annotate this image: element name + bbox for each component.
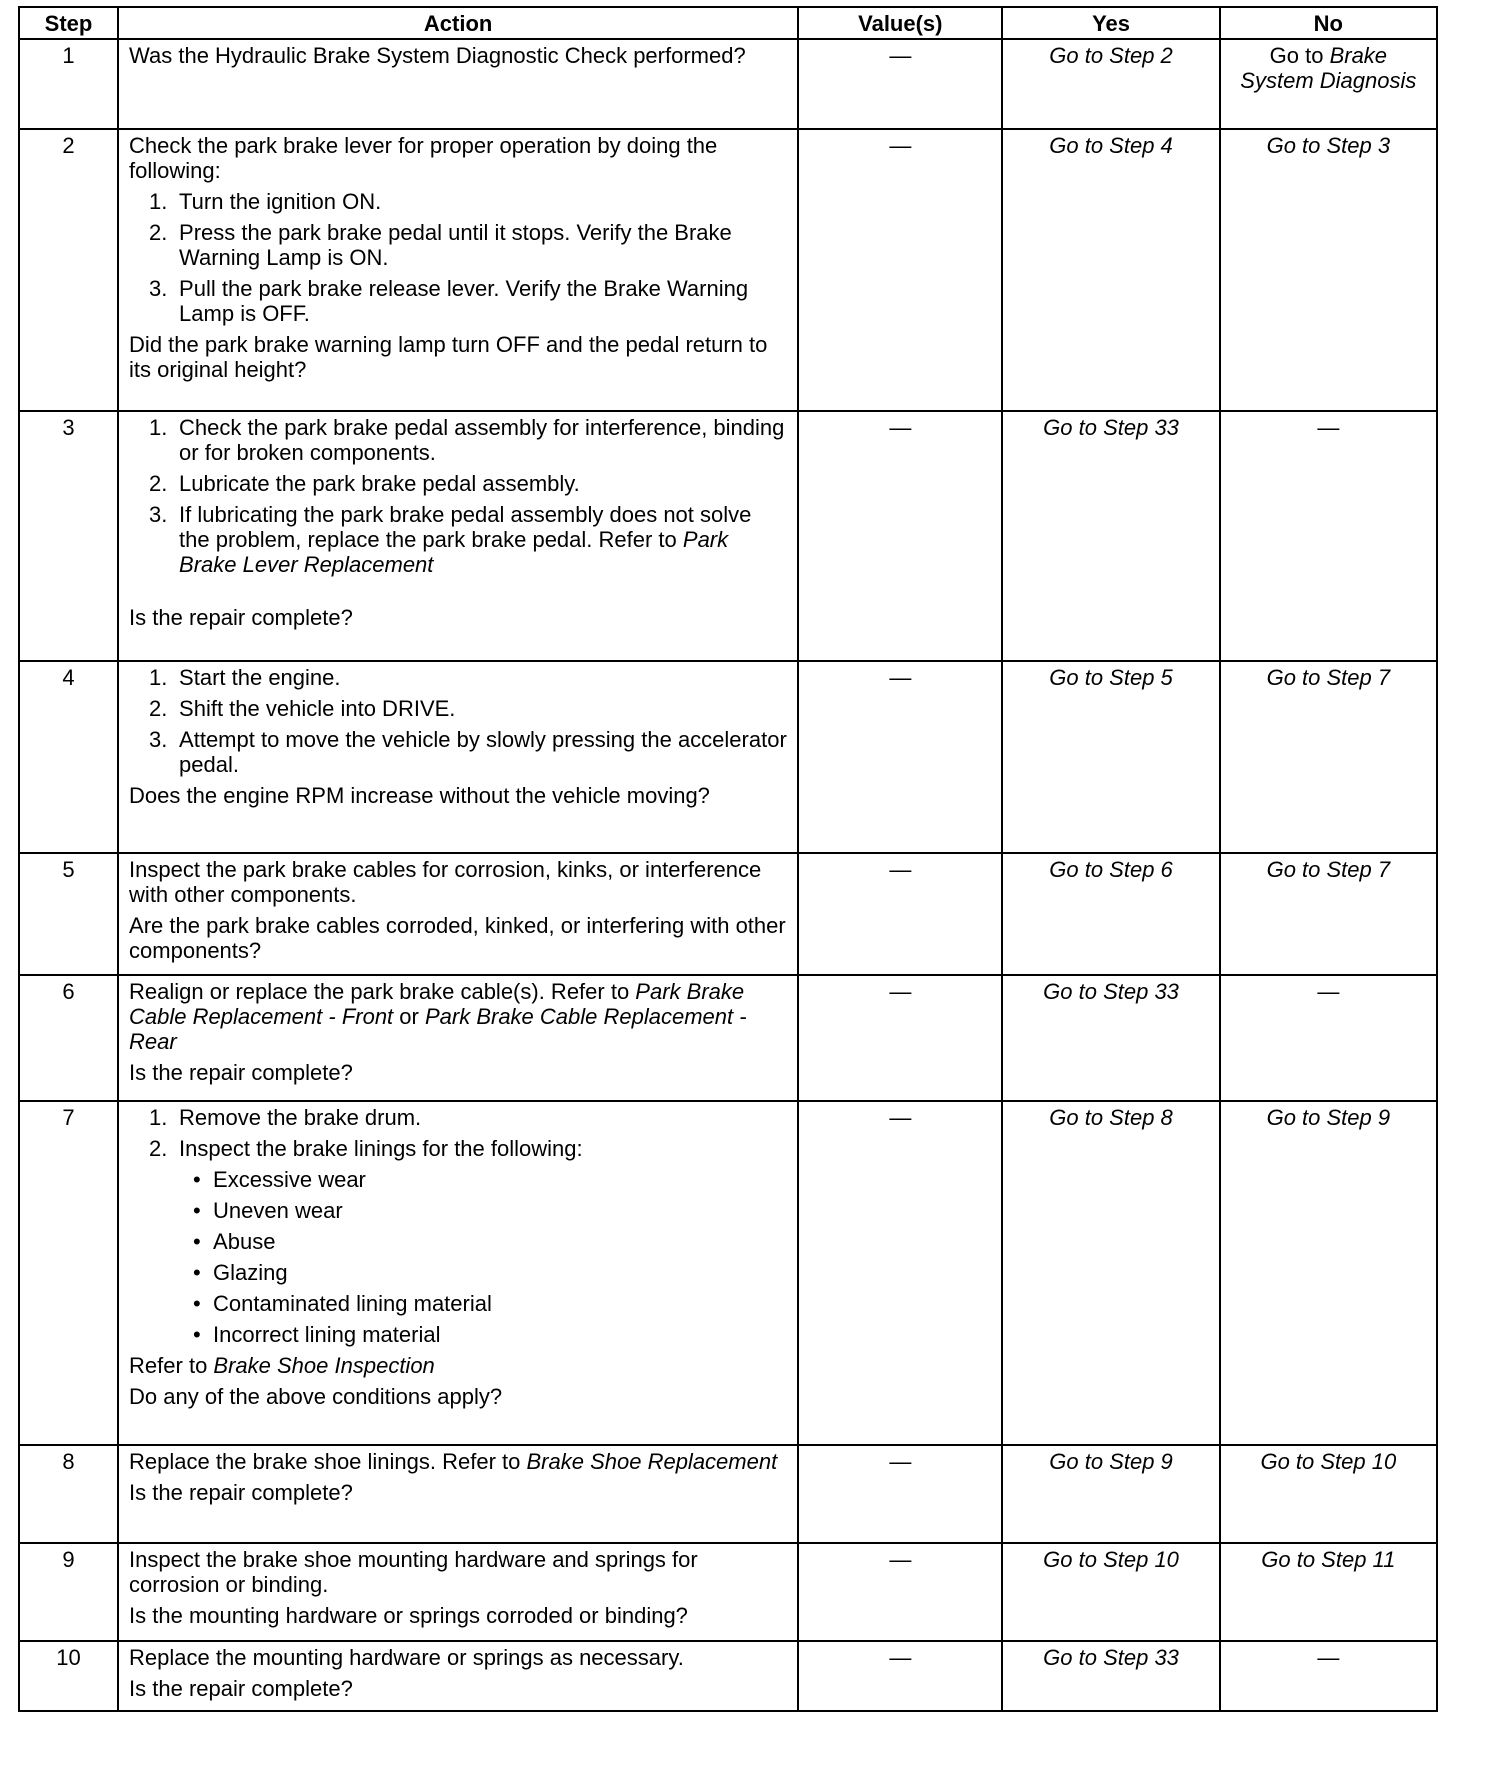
yes-cell: Go to Step 33 [1002,411,1219,661]
list-item: 3. Attempt to move the vehicle by slowly pressing the accelerator pedal. [149,727,787,777]
list-item: 1. Start the engine. [149,665,341,690]
no-cell: Go to Step 10 [1220,1445,1437,1543]
value-cell: — [798,975,1002,1101]
action-question: Is the mounting hardware or springs corroded or binding? [129,1603,688,1628]
no-cell [1220,39,1437,129]
no-cell: — [1220,975,1437,1101]
no-cell: — [1220,411,1437,661]
list-item: 1. Turn the ignition ON. [149,189,382,214]
step-number: 3 [19,411,118,661]
table-row-step-10 [19,1641,1437,1711]
yes-cell: Go to Step 5 [1002,661,1219,853]
action-cell [118,411,798,661]
action-reference: Refer to Brake Shoe Inspection [129,1353,435,1378]
action-intro: Realign or replace the park brake cable(s). Refer to Park Brake Cable Replacement - Front or Park Brake Cable Replacement - Rear [129,979,747,1054]
action-intro: Replace the mounting hardware or springs as necessary. [129,1645,684,1670]
list-item: 2. Press the park brake pedal until it stops. Verify the Brake Warning Lamp is ON. [149,220,732,270]
list-item: 1. Check the park brake pedal assembly for interference, binding or for broken components. [149,415,785,465]
brake-shoe-replacement-link[interactable]: Brake Shoe Replacement [526,1449,778,1474]
yes-cell: Go to Step 33 [1002,1641,1219,1711]
action-intro: Inspect the park brake cables for corrosion, kinks, or interference with other components. [129,857,762,907]
bullet-item: • Incorrect lining material [193,1322,441,1347]
header-values: Value(s) [798,7,1002,39]
table-row-step-5 [19,853,1437,975]
header-yes: Yes [1002,7,1219,39]
value-cell: — [798,129,1002,411]
action-cell [118,975,798,1101]
step-number: 8 [19,1445,118,1543]
diagnostic-table [18,6,1438,1712]
action-cell [118,1445,798,1543]
step-number: 7 [19,1101,118,1445]
value-cell: — [798,1101,1002,1445]
park-brake-lever-replacement-link[interactable]: Park Brake Lever Replacement [179,527,729,577]
yes-cell: Go to Step 2 [1002,39,1219,129]
table-row-step-7 [19,1101,1437,1445]
value-cell: — [798,1543,1002,1641]
step-number: 10 [19,1641,118,1711]
table-row-step-2 [19,129,1437,411]
action-question: Does the engine RPM increase without the vehicle moving? [129,783,710,808]
no-cell: Go to Step 11 [1220,1543,1437,1641]
yes-cell: Go to Step 9 [1002,1445,1219,1543]
action-cell [118,1543,798,1641]
bullet-item: • Contaminated lining material [193,1291,492,1316]
value-cell: — [798,411,1002,661]
table-row-step-3 [19,411,1437,661]
table-row-step-8 [19,1445,1437,1543]
yes-cell: Go to Step 33 [1002,975,1219,1101]
brake-shoe-inspection-link[interactable]: Brake Shoe Inspection [213,1353,435,1378]
no-cell: Go to Step 3 [1220,129,1437,411]
action-question: Is the repair complete? [129,1480,353,1505]
action-question: Was the Hydraulic Brake System Diagnostic Check performed? [129,43,746,68]
bullet-item: • Abuse [193,1229,276,1254]
no-prefix: Go to [1269,43,1330,68]
value-cell: — [798,661,1002,853]
list-item: 1. Remove the brake drum. [149,1105,422,1130]
action-question: Is the repair complete? [129,605,353,630]
value-cell: — [798,1641,1002,1711]
yes-cell: Go to Step 8 [1002,1101,1219,1445]
park-brake-cable-front-link[interactable]: Park Brake Cable Replacement - Front [129,979,745,1029]
table-row-step-9 [19,1543,1437,1641]
action-intro: Replace the brake shoe linings. Refer to Brake Shoe Replacement [129,1449,778,1474]
header-no: No [1220,7,1437,39]
action-question: Do any of the above conditions apply? [129,1384,503,1409]
yes-cell: Go to Step 6 [1002,853,1219,975]
no-cell: Go to Step 9 [1220,1101,1437,1445]
no-cell: Go to Step 7 [1220,853,1437,975]
bullet-item: • Uneven wear [193,1198,343,1223]
action-cell [118,853,798,975]
list-item: 3. If lubricating the park brake pedal assembly does not solve the problem, replace the park brake pedal. Refer to Park Brake Lever Replacement [149,502,752,577]
table-row-step-4 [19,661,1437,853]
action-cell [118,1101,798,1445]
step-number: 6 [19,975,118,1101]
no-cell: — [1220,1641,1437,1711]
step-number: 5 [19,853,118,975]
no-cell: Go to Step 7 [1220,661,1437,853]
action-cell [118,39,798,129]
table-row-step-1 [19,39,1437,129]
step-number: 9 [19,1543,118,1641]
action-cell [118,661,798,853]
step-number: 4 [19,661,118,853]
action-question: Did the park brake warning lamp turn OFF and the pedal return to its original height? [129,332,768,382]
header-step: Step [19,7,118,39]
bullet-item: • Excessive wear [193,1167,366,1192]
list-item: 2. Shift the vehicle into DRIVE. [149,696,456,721]
action-cell [118,129,798,411]
value-cell: — [798,853,1002,975]
action-question: Is the repair complete? [129,1060,353,1085]
park-brake-cable-rear-link[interactable]: Park Brake Cable Replacement - Rear [129,1004,747,1054]
list-item: 2. Lubricate the park brake pedal assembly. [149,471,580,496]
brake-system-diagnosis-link[interactable]: Brake System Diagnosis [1240,43,1417,93]
step-number: 2 [19,129,118,411]
value-cell: — [798,39,1002,129]
action-question: Is the repair complete? [129,1676,353,1701]
yes-cell: Go to Step 10 [1002,1543,1219,1641]
step-number: 1 [19,39,118,129]
yes-cell: Go to Step 4 [1002,129,1219,411]
header-action: Action [118,7,798,39]
action-question: Are the park brake cables corroded, kinked, or interfering with other components? [129,913,786,963]
list-item: 3. Pull the park brake release lever. Verify the Brake Warning Lamp is OFF. [149,276,749,326]
list-item: 2. Inspect the brake linings for the following: [149,1136,583,1161]
table-header-row [19,7,1437,39]
action-cell [118,1641,798,1711]
value-cell: — [798,1445,1002,1543]
table-row-step-6 [19,975,1437,1101]
action-intro: Inspect the brake shoe mounting hardware and springs for corrosion or binding. [129,1547,698,1597]
bullet-item: • Glazing [193,1260,288,1285]
action-intro: Check the park brake lever for proper operation by doing the following: [129,133,718,183]
